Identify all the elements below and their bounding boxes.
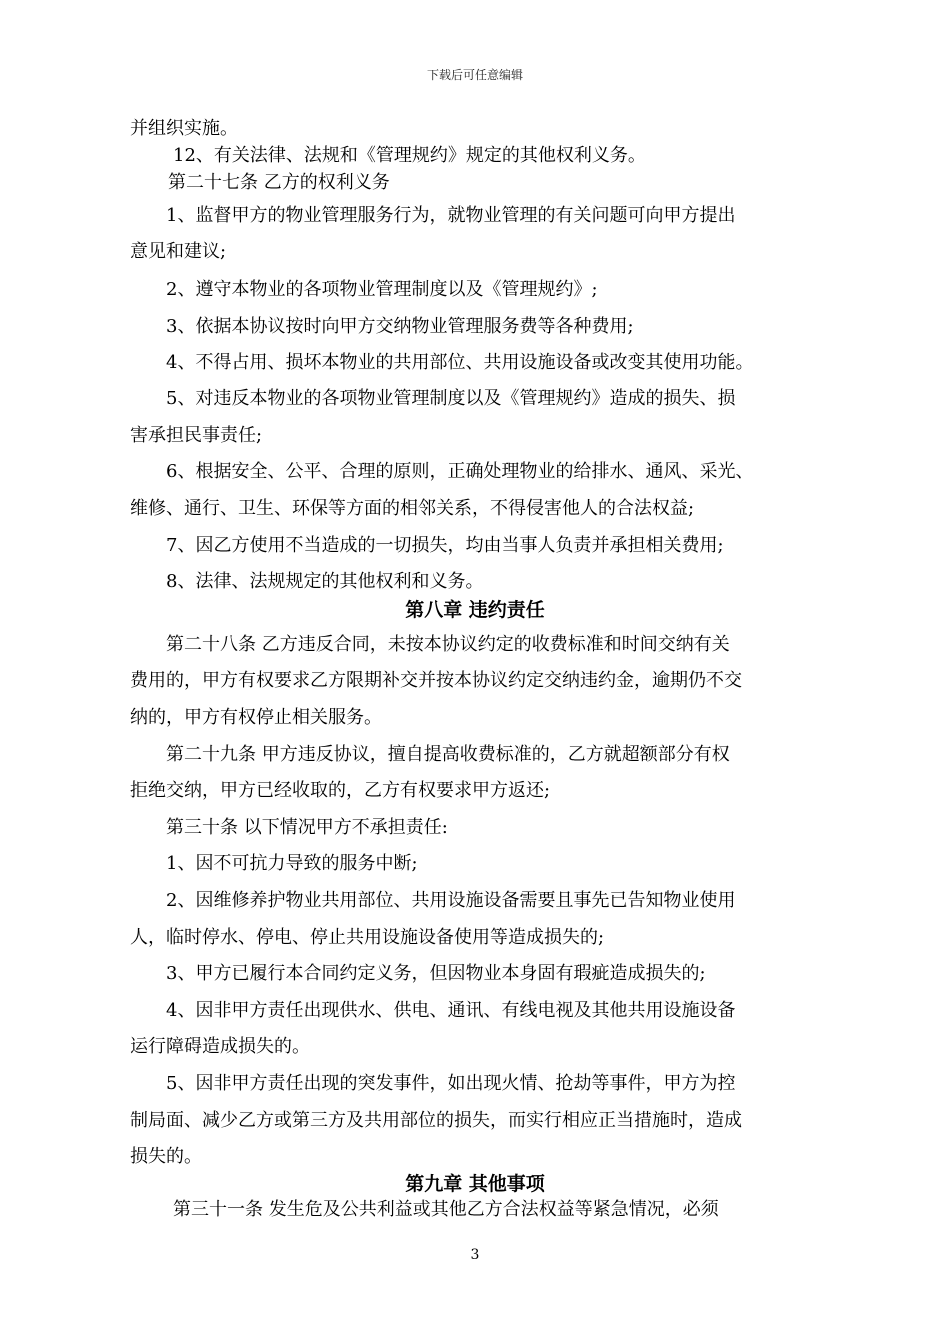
page-number: 3 — [470, 1247, 480, 1263]
text-line: 12、有关法律、法规和《管理规约》规定的其他权利义务。 — [173, 145, 646, 166]
text-line: 维修、通行、卫生、环保等方面的相邻关系，不得侵害他人的合法权益; — [130, 498, 695, 519]
text-line: 2、遵守本物业的各项物业管理制度以及《管理规约》; — [166, 279, 598, 300]
text-line: 3、甲方已履行本合同约定义务，但因物业本身固有瑕疵造成损失的; — [166, 963, 706, 984]
page-header: 下载后可任意编辑 — [426, 68, 523, 82]
text-line: 第三十一条 发生危及公共利益或其他乙方合法权益等紧急情况，必须 — [173, 1199, 719, 1220]
text-line: 人，临时停水、停电、停止共用设施设备使用等造成损失的; — [130, 927, 605, 948]
text-line: 6、根据安全、公平、合理的原则，正确处理物业的给排水、通风、采光、 — [166, 461, 754, 482]
text-line: 制局面、减少乙方或第三方及共用部位的损失，而实行相应正当措施时，造成 — [130, 1110, 742, 1131]
text-line: 1、监督甲方的物业管理服务行为，就物业管理的有关问题可向甲方提出 — [166, 205, 736, 226]
article-heading: 第二十七条 乙方的权利义务 — [168, 172, 390, 193]
text-line: 损失的。 — [130, 1146, 202, 1167]
text-line: 运行障碍造成损失的。 — [130, 1036, 310, 1057]
chapter-heading: 第八章 违约责任 — [405, 599, 545, 621]
text-line: 纳的，甲方有权停止相关服务。 — [130, 707, 382, 728]
text-line: 7、因乙方使用不当造成的一切损失，均由当事人负责并承担相关费用; — [166, 535, 724, 556]
text-line: 第二十九条 甲方违反协议，擅自提高收费标准的，乙方就超额部分有权 — [166, 744, 730, 765]
text-line: 费用的，甲方有权要求乙方限期补交并按本协议约定交纳违约金，逾期仍不交 — [130, 670, 742, 691]
chapter-heading: 第九章 其他事项 — [405, 1173, 545, 1195]
text-line: 3、依据本协议按时向甲方交纳物业管理服务费等各种费用; — [166, 316, 634, 337]
text-line: 第二十八条 乙方违反合同，未按本协议约定的收费标准和时间交纳有关 — [166, 634, 730, 655]
text-line: 并组织实施。 — [130, 118, 238, 139]
text-line: 4、不得占用、损坏本物业的共用部位、共用设施设备或改变其使用功能。 — [166, 352, 754, 373]
text-line: 5、因非甲方责任出现的突发事件，如出现火情、抢劫等事件，甲方为控 — [166, 1073, 736, 1094]
text-line: 8、法律、法规规定的其他权利和义务。 — [166, 571, 484, 592]
text-line: 害承担民事责任; — [130, 425, 263, 446]
text-line: 5、对违反本物业的各项物业管理制度以及《管理规约》造成的损失、损 — [166, 388, 736, 409]
text-line: 第三十条 以下情况甲方不承担责任: — [166, 817, 448, 838]
text-line: 4、因非甲方责任出现供水、供电、通讯、有线电视及其他共用设施设备 — [166, 1000, 736, 1021]
text-line: 意见和建议; — [130, 241, 227, 262]
text-line: 1、因不可抗力导致的服务中断; — [166, 853, 418, 874]
text-line: 拒绝交纳，甲方已经收取的，乙方有权要求甲方返还; — [130, 780, 551, 801]
text-line: 2、因维修养护物业共用部位、共用设施设备需要且事先已告知物业使用 — [166, 890, 736, 911]
